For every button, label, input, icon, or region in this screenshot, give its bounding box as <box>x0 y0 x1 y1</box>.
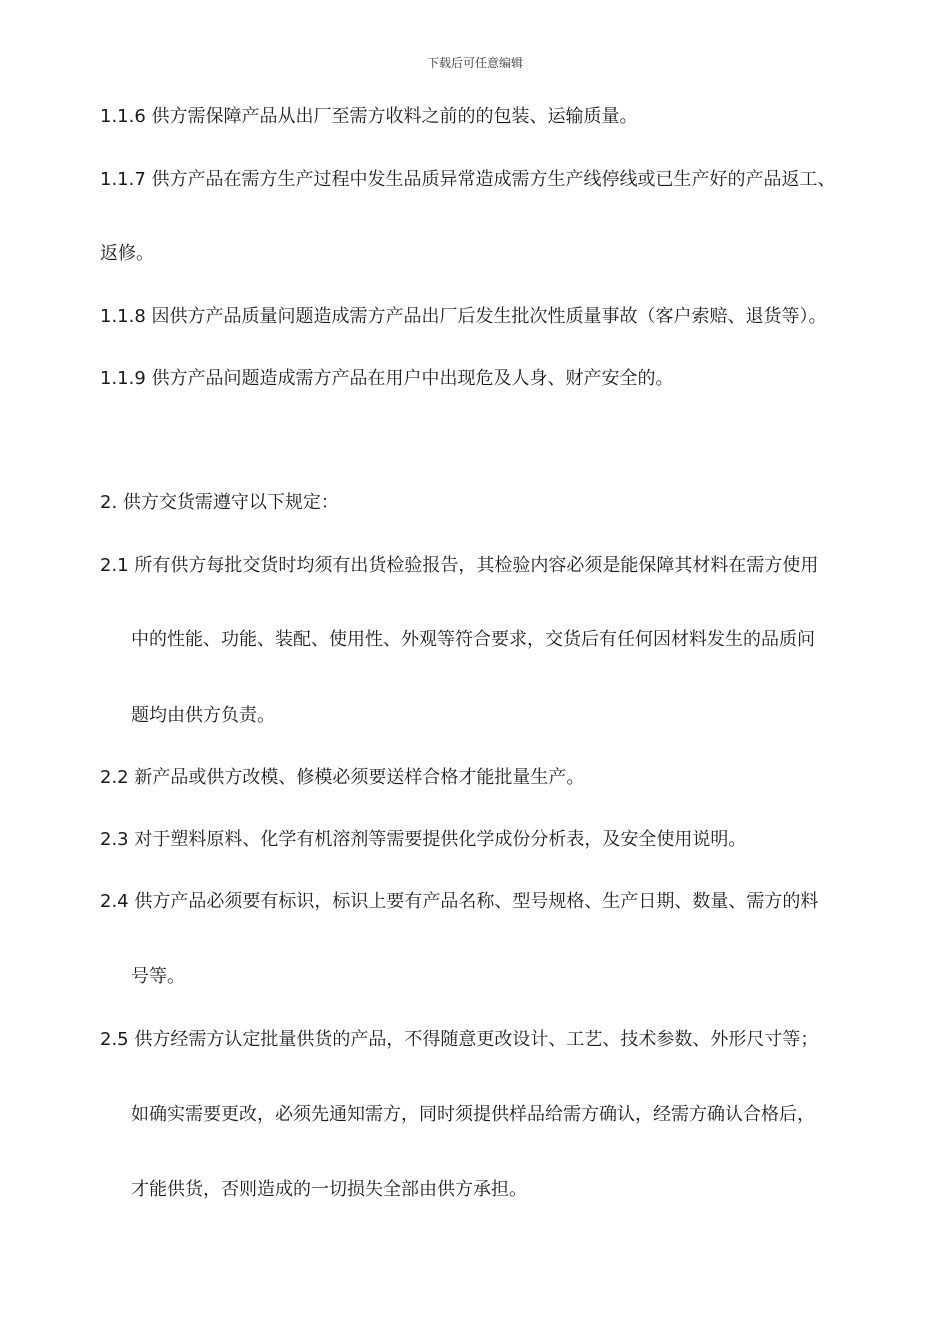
clause-2-4: 2.4 供方产品必须要有标识，标识上要有产品名称、型号规格、生产日期、数量、需方的料 <box>100 891 819 912</box>
clause-1-1-6: 1.1.6 供方需保障产品从出厂至需方收料之前的的包装、运输质量。 <box>100 106 638 127</box>
clause-1-1-7: 1.1.7 供方产品在需方生产过程中发生品质异常造成需方生产线停线或已生产好的产品返工、 <box>100 169 836 190</box>
clause-2-2: 2.2 新产品或供方改模、修模必须要送样合格才能批量生产。 <box>100 767 585 788</box>
page-header: 下载后可任意编辑 <box>426 56 523 70</box>
clause-2-1: 2.1 所有供方每批交货时均须有出货检验报告，其检验内容必须是能保障其材料在需方使用 <box>100 555 819 576</box>
clause-2-4-continued: 号等。 <box>131 966 185 987</box>
clause-2-5-continued: 如确实需要更改，必须先通知需方，同时须提供样品给需方确认，经需方确认合格后， <box>131 1104 815 1125</box>
clause-2-1-continued: 中的性能、功能、装配、使用性、外观等符合要求，交货后有任何因材料发生的品质问 <box>131 629 815 650</box>
section-2-heading: 2. 供方交货需遵守以下规定： <box>100 492 339 513</box>
clause-1-1-9: 1.1.9 供方产品问题造成需方产品在用户中出现危及人身、财产安全的。 <box>100 368 674 389</box>
clause-2-3: 2.3 对于塑料原料、化学有机溶剂等需要提供化学成份分析表，及安全使用说明。 <box>100 829 747 850</box>
clause-1-1-8: 1.1.8 因供方产品质量问题造成需方产品出厂后发生批次性质量事故（客户索赔、退货等）。 <box>100 306 827 327</box>
clause-1-1-7-continued: 返修。 <box>100 243 154 264</box>
clause-2-5-continued: 才能供货，否则造成的一切损失全部由供方承担。 <box>131 1179 527 1200</box>
clause-2-5: 2.5 供方经需方认定批量供货的产品，不得随意更改设计、工艺、技术参数、外形尺寸等； <box>100 1029 819 1050</box>
clause-2-1-continued: 题均由供方负责。 <box>131 705 275 726</box>
